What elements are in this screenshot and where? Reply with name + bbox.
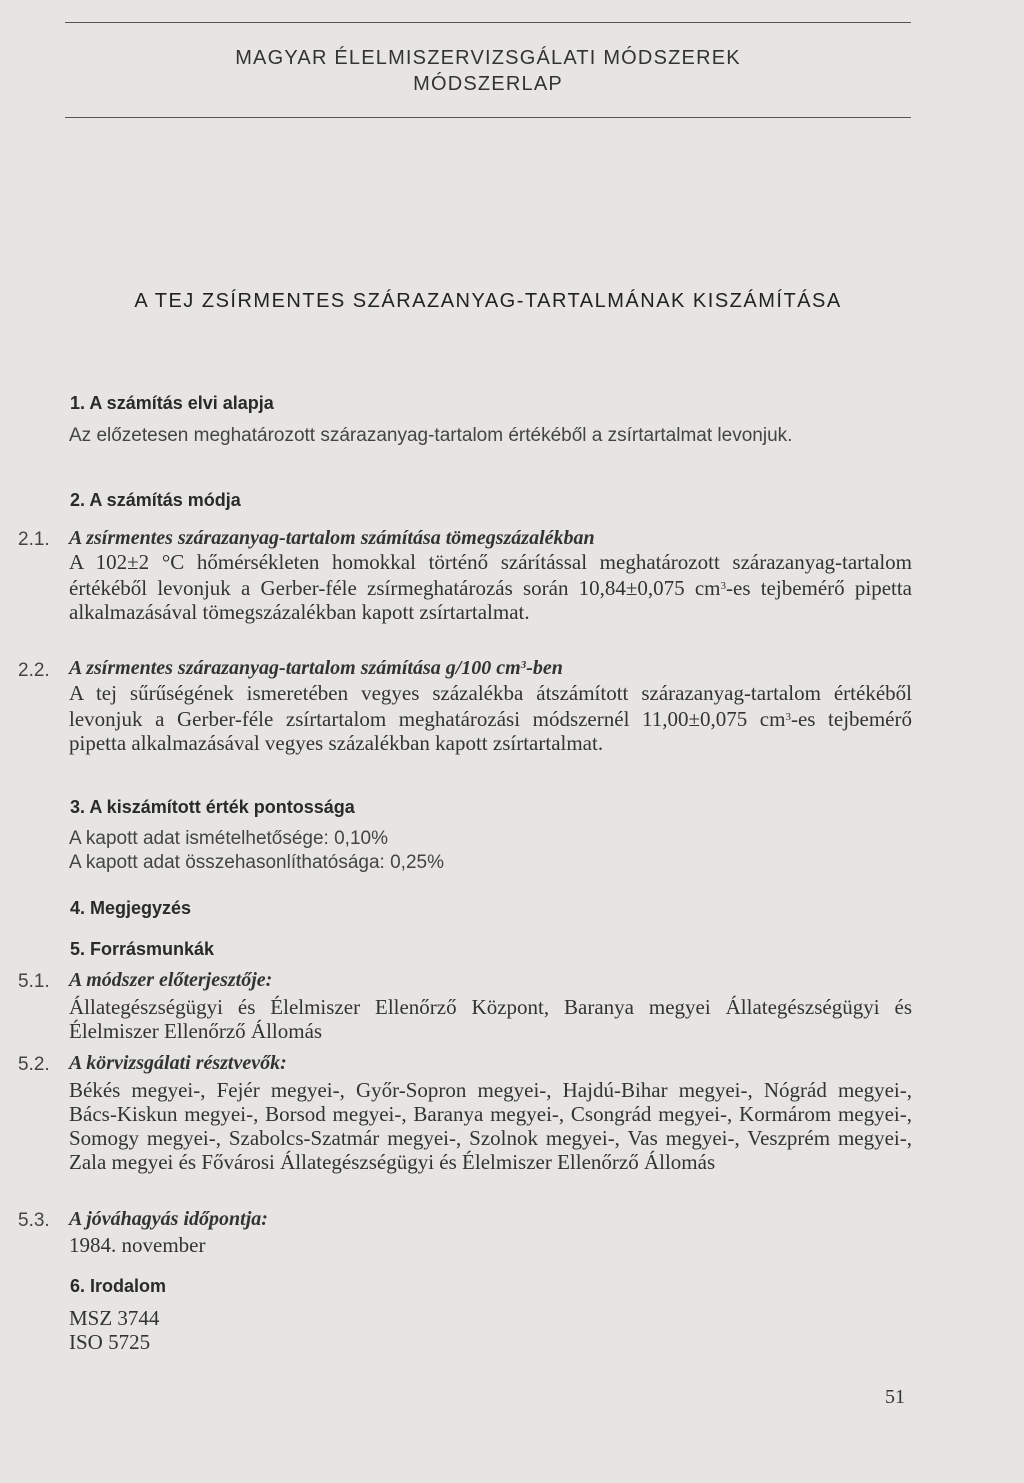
superscript-3: 3: [720, 580, 727, 592]
section-2-1-text: [69, 550, 912, 624]
section-5-3-number: 5.3.: [18, 1210, 50, 1231]
section-1-heading: 1. A számítás elvi alapja: [70, 393, 274, 413]
section-2-1-heading: A zsírmentes szárazanyag-tartalom számítása tömegszázalékban: [69, 527, 595, 549]
section-2-2-heading-part-2: -ben: [526, 657, 563, 679]
section-4-heading: 4. Megjegyzés: [70, 898, 192, 918]
reference-item: MSZ 3744: [69, 1306, 160, 1330]
approval-date: 1984. november: [69, 1233, 206, 1257]
masthead: [65, 45, 911, 97]
section-2-2-text-part-1: A tej sűrűségének ismeretében vegyes százalékba átszámított szárazanyag-tartalom értékéből levonjuk a Gerber-féle zsírtartalom meghatározási módszernél 11,00±0,075 cm: [69, 681, 912, 731]
header-rule-bottom: [65, 117, 911, 118]
section-2-1-text-part-1: A 102±2 °C hőmérsékleten homokkal történő szárítással meghatározott szárazanyag-tartalom értékéből levonjuk a Gerber-féle zsírmeghatározás során 10,84±0,075 cm: [69, 550, 912, 600]
repeatability-line: A kapott adat ismételhetősége: 0,10%: [69, 828, 388, 849]
reference-item: ISO 5725: [69, 1330, 151, 1354]
section-2-2-text: [69, 681, 912, 755]
section-3-heading: 3. A kiszámított érték pontossága: [70, 797, 355, 817]
superscript-3: 3: [520, 659, 527, 671]
section-2-1-text-part-2: -es tejbemérő pipetta alkalmazásával tömegszázalékban kapott zsírtartalmat.: [69, 576, 913, 624]
section-5-1-heading: A módszer előterjesztője:: [69, 969, 273, 991]
section-5-2-number: 5.2.: [18, 1054, 50, 1075]
superscript-3: 3: [785, 711, 791, 723]
section-5-heading: 5. Forrásmunkák: [70, 939, 215, 959]
section-6-heading: 6. Irodalom: [70, 1276, 167, 1296]
section-2-2-heading: [69, 657, 563, 680]
section-2-heading: 2. A számítás módja: [70, 490, 241, 510]
section-1-text: Az előzetesen meghatározott szárazanyag-tartalom értékéből a zsírtartalmat levonjuk.: [69, 425, 793, 446]
section-5-1-number: 5.1.: [18, 971, 50, 992]
section-5-2-heading: A körvizsgálati résztvevők:: [69, 1052, 287, 1074]
page-number: 51: [885, 1386, 905, 1408]
reproducibility-line: A kapott adat összehasonlíthatósága: 0,25%: [69, 852, 444, 873]
section-5-1-text: Állategészségügyi és Élelmiszer Ellenőrző Központ, Baranya megyei Állategészségügyi és Élelmiszer Ellenőrző Állomás: [69, 995, 912, 1043]
section-2-1-number: 2.1.: [18, 529, 50, 550]
section-2-2-number: 2.2.: [18, 660, 50, 681]
section-5-3-heading: A jóváhagyás időpontja:: [69, 1208, 268, 1230]
section-5-2-text: Békés megyei-, Fejér megyei-, Győr-Sopron megyei-, Hajdú-Bihar megyei-, Nógrád megyei-, Bács-Kiskun megyei-, Borsod megyei-, Baranya megyei-, Csongrád megyei-, Kormárom megyei-, Somogy megyei-, Szabolcs-Szatmár megyei-, Szolnok megyei-, Vas megyei-, Veszprém megyei-, Zala megyei és Fővárosi Állategészségügyi és Élelmiszer Ellenőrző Állomás: [69, 1078, 912, 1174]
masthead-line-1: MAGYAR ÉLELMISZERVIZSGÁLATI MÓDSZEREK: [235, 47, 741, 69]
section-2-2-text-part-2: -es tejbemérő pipetta alkalmazásával vegyes százalékban kapott zsírtartalmat.: [69, 707, 912, 755]
document-title: A TEJ ZSÍRMENTES SZÁRAZANYAG-TARTALMÁNAK KISZÁMÍTÁSA: [134, 290, 842, 312]
masthead-line-2: MÓDSZERLAP: [413, 73, 563, 95]
header-rule-top: [65, 22, 911, 23]
section-2-2-heading-part-1: A zsírmentes szárazanyag-tartalom számítása g/100 cm: [69, 657, 521, 679]
